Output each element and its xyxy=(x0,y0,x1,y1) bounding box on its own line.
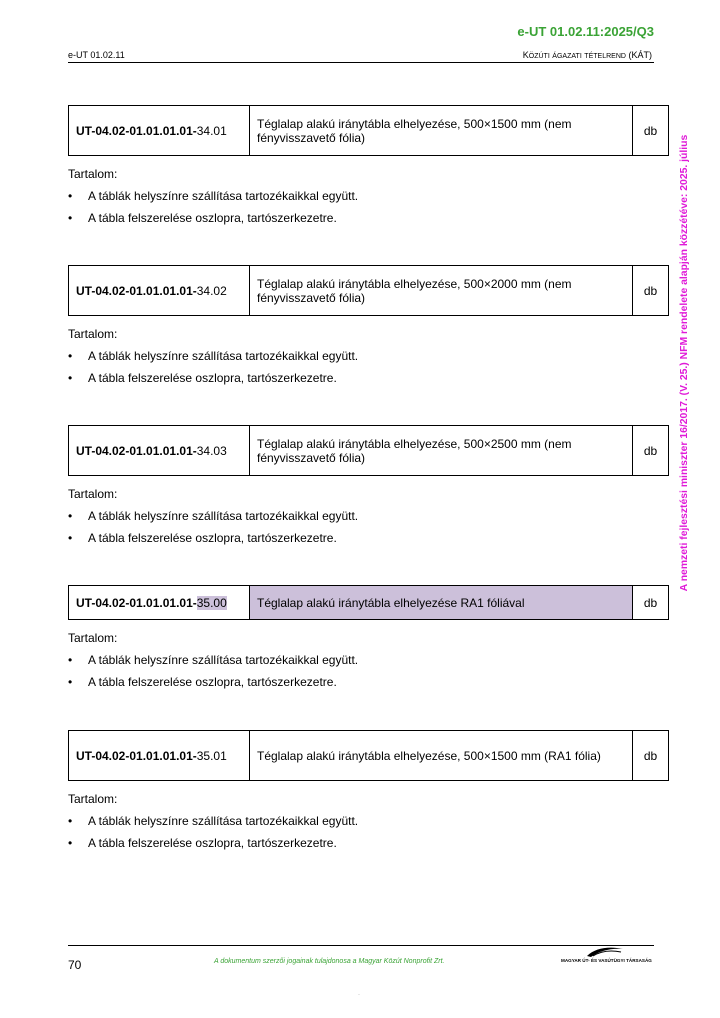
list-item: • A tábla felszerelése oszlopra, tartószerkezetre. xyxy=(68,371,337,385)
bullet-icon: • xyxy=(68,531,73,545)
list-item: • A tábla felszerelése oszlopra, tartószerkezetre. xyxy=(68,675,337,689)
item-table xyxy=(68,730,669,781)
contents-list xyxy=(68,189,669,225)
contents-label: Tartalom: xyxy=(68,327,118,341)
logo-swoosh-icon xyxy=(585,946,625,958)
item-table xyxy=(68,425,669,476)
logo-text: MAGYAR ÚT- ÉS VASÚTÜGYI TÁRSASÁG xyxy=(561,958,652,963)
bullet-icon: • xyxy=(68,836,73,850)
list-item: • A tábla felszerelése oszlopra, tartószerkezetre. xyxy=(68,531,337,545)
scan-mark: · xyxy=(358,992,360,998)
bullet-icon: • xyxy=(68,371,73,385)
contents-label: Tartalom: xyxy=(68,167,118,181)
contents-list xyxy=(68,349,669,385)
item-description: Téglalap alakú iránytábla elhelyezése, 500×1500 mm (RA1 fólia) xyxy=(250,731,633,781)
list-item: • A táblák helyszínre szállítása tartozékaikkal együtt. xyxy=(68,653,359,667)
item-table xyxy=(68,585,669,620)
item-unit: db xyxy=(633,586,669,620)
bullet-icon: • xyxy=(68,814,73,828)
bullet-icon: • xyxy=(68,211,73,225)
item-code: UT-04.02-01.01.01.01-34.01 xyxy=(69,106,250,156)
item-description: Téglalap alakú iránytábla elhelyezése, 500×2500 mm (nem fényvisszavető fólia) xyxy=(250,426,633,476)
company-logo xyxy=(561,946,655,968)
item-table xyxy=(68,105,669,156)
item-code: UT-04.02-01.01.01.01-34.02 xyxy=(69,266,250,316)
bullet-icon: • xyxy=(68,675,73,689)
item-code: UT-04.02-01.01.01.01-35.01 xyxy=(69,731,250,781)
item-unit: db xyxy=(633,266,669,316)
item-block xyxy=(68,265,669,385)
contents-list xyxy=(68,653,669,689)
highlighted-code-suffix: 35.00 xyxy=(196,595,227,610)
item-block xyxy=(68,105,669,225)
item-code: UT-04.02-01.01.01.01-35.00 xyxy=(69,586,250,620)
item-description: Téglalap alakú iránytábla elhelyezése RA1 fóliával xyxy=(250,586,633,620)
header-right: KÖZÚTI ÁGAZATI TÉTELREND (KÁT) xyxy=(522,50,652,60)
copyright-notice: A dokumentum szerzői jogainak tulajdonosa a Magyar Közút Nonprofit Zrt. xyxy=(214,958,445,965)
publication-side-note: A nemzeti fejlesztési miniszter 16/2017. (V. 25.) NFM rendelete alapján közzétéve: 2025. július xyxy=(679,134,690,592)
item-description: Téglalap alakú iránytábla elhelyezése, 500×1500 mm (nem fényvisszavető fólia) xyxy=(250,106,633,156)
bullet-icon: • xyxy=(68,189,73,203)
item-block xyxy=(68,425,669,545)
contents-list xyxy=(68,814,669,850)
bullet-icon: • xyxy=(68,653,73,667)
item-table xyxy=(68,265,669,316)
list-item: • A táblák helyszínre szállítása tartozékaikkal együtt. xyxy=(68,509,359,523)
header-left: e-UT 01.02.11 xyxy=(68,50,125,60)
bullet-icon: • xyxy=(68,349,73,363)
header-divider xyxy=(68,62,654,63)
list-item: • A tábla felszerelése oszlopra, tartószerkezetre. xyxy=(68,836,337,850)
contents-label: Tartalom: xyxy=(68,792,118,806)
list-item: • A táblák helyszínre szállítása tartozékaikkal együtt. xyxy=(68,814,359,828)
list-item: • A tábla felszerelése oszlopra, tartószerkezetre. xyxy=(68,211,337,225)
item-block xyxy=(68,730,669,850)
contents-label: Tartalom: xyxy=(68,631,118,645)
document-code: e-UT 01.02.11:2025/Q3 xyxy=(517,24,654,39)
item-unit: db xyxy=(633,426,669,476)
contents-list xyxy=(68,509,669,545)
item-block xyxy=(68,585,669,689)
list-item: • A táblák helyszínre szállítása tartozékaikkal együtt. xyxy=(68,349,359,363)
item-description: Téglalap alakú iránytábla elhelyezése, 500×2000 mm (nem fényvisszavető fólia) xyxy=(250,266,633,316)
item-code: UT-04.02-01.01.01.01-34.03 xyxy=(69,426,250,476)
list-item: • A táblák helyszínre szállítása tartozékaikkal együtt. xyxy=(68,189,359,203)
page-number: 70 xyxy=(68,958,82,972)
item-unit: db xyxy=(633,106,669,156)
item-unit: db xyxy=(633,731,669,781)
bullet-icon: • xyxy=(68,509,73,523)
contents-label: Tartalom: xyxy=(68,487,118,501)
